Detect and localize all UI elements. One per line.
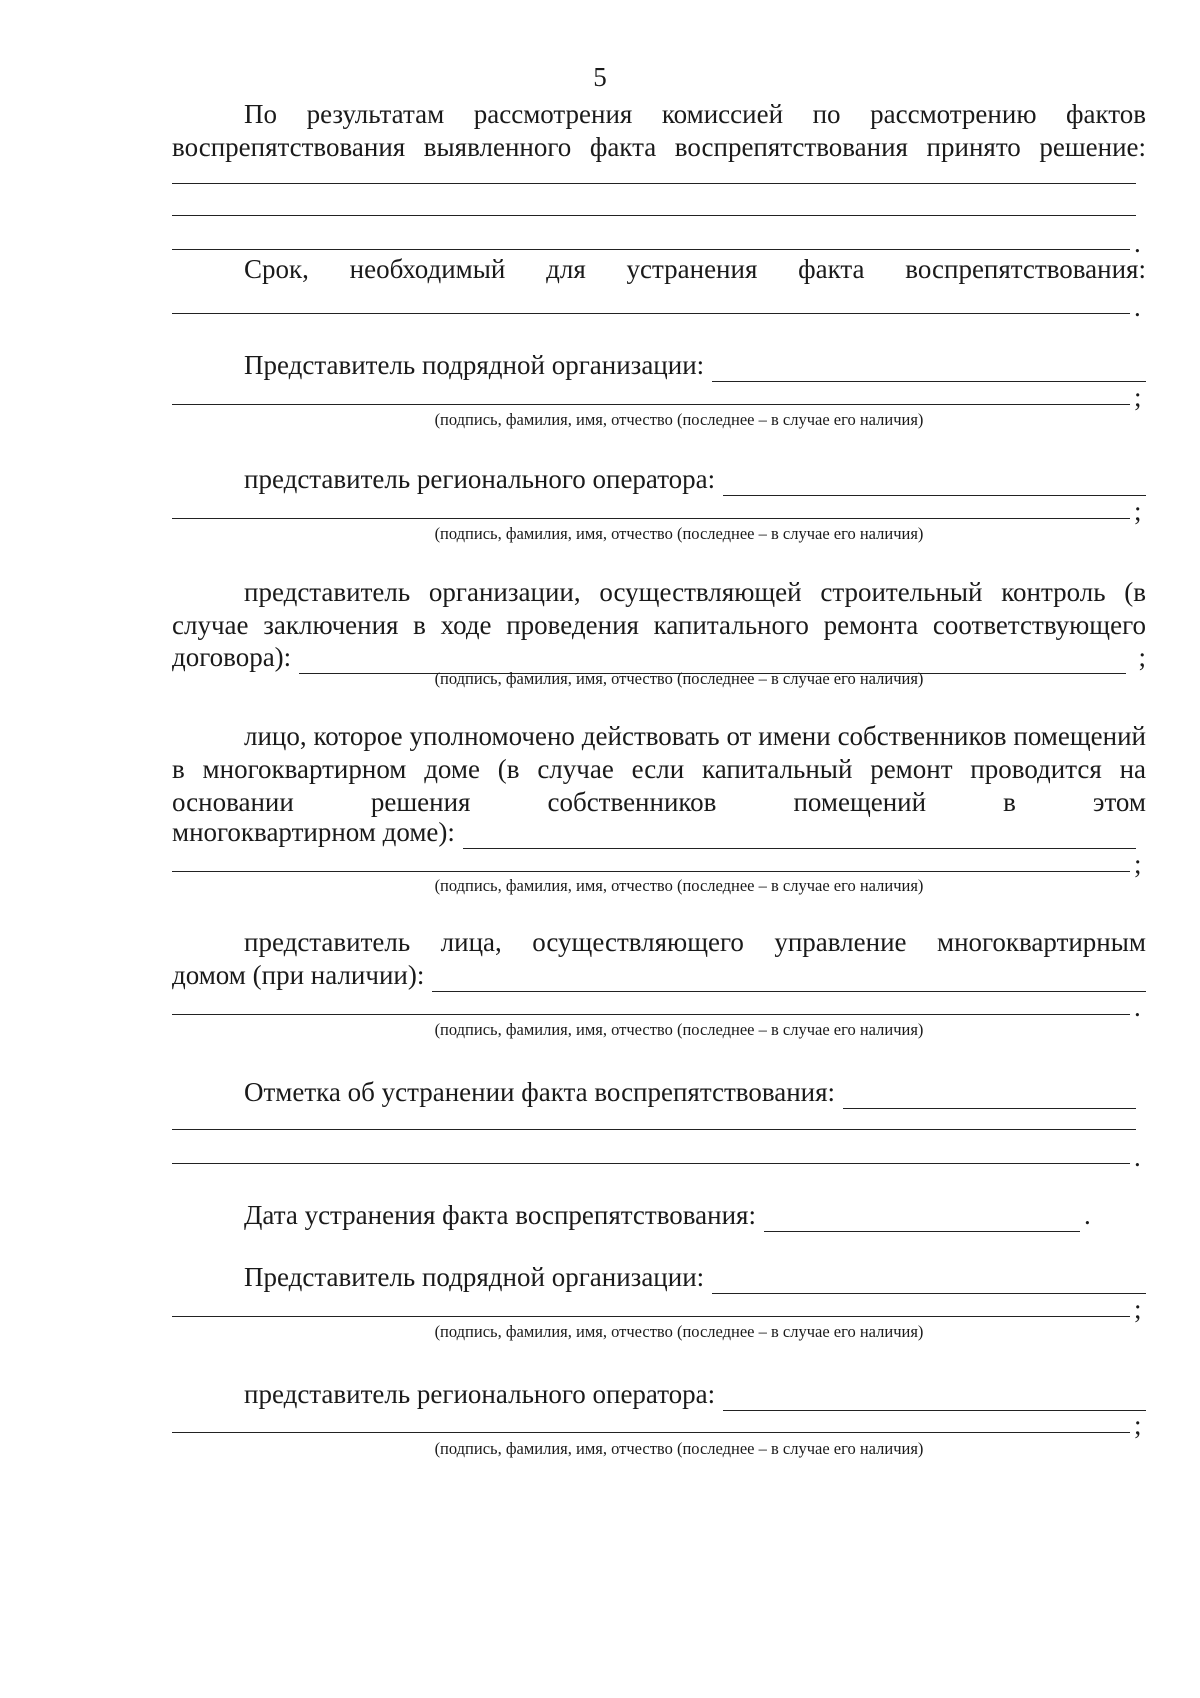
owners-person-end-mark: ; xyxy=(1134,849,1142,879)
owners-person-line[interactable] xyxy=(172,871,1130,872)
deadline-word: необходимый xyxy=(349,254,506,284)
signature-caption: (подпись, фамилия, имя, отчество (последнее – в случае его наличия) xyxy=(434,1322,924,1341)
owners-person-paragraph: лицо, которое уполномочено действовать от имени собственников помещений в многоквартирном доме (в случае если капитальный ремонт проводится на основании решения собственников помещений в этом xyxy=(172,721,1146,817)
deadline-word: для xyxy=(546,254,586,284)
decision-line-1[interactable] xyxy=(172,183,1136,184)
decision-line-2[interactable] xyxy=(172,215,1136,216)
regional-operator-1-label: представитель регионального оператора: xyxy=(244,464,716,494)
elimination-date-field[interactable] xyxy=(764,1205,1080,1232)
deadline-line[interactable] xyxy=(172,313,1130,314)
management-rep-paragraph: представитель лица, осуществляющего управление многоквартирным xyxy=(244,927,1146,957)
contractor-rep-2-label: Представитель подрядной организации: xyxy=(244,1262,705,1292)
contractor-rep-1-field[interactable] xyxy=(712,355,1146,382)
owners-person-field[interactable] xyxy=(463,822,1136,849)
page-number: 5 xyxy=(593,62,607,92)
management-rep-label: домом (при наличии): xyxy=(172,960,425,990)
elimination-mark-end-mark: . xyxy=(1134,1142,1141,1172)
contractor-rep-1-label: Представитель подрядной организации: xyxy=(244,350,705,380)
decision-end-mark: . xyxy=(1134,228,1141,258)
contractor-rep-2-line[interactable] xyxy=(172,1316,1130,1317)
signature-caption: (подпись, фамилия, имя, отчество (последнее – в случае его наличия) xyxy=(434,876,924,895)
contractor-rep-2-field[interactable] xyxy=(712,1267,1146,1294)
regional-operator-2-row xyxy=(172,1377,1146,1411)
deadline-word: факта xyxy=(798,254,865,284)
regional-operator-2-line[interactable] xyxy=(172,1432,1130,1433)
contractor-rep-2-end-mark: ; xyxy=(1134,1294,1142,1324)
elimination-mark-row xyxy=(172,1075,1146,1109)
regional-operator-2-end-mark: ; xyxy=(1134,1410,1142,1440)
regional-operator-1-row xyxy=(172,462,1146,496)
contractor-rep-1-line[interactable] xyxy=(172,404,1130,405)
elimination-date-label: Дата устранения факта воспрепятствования: xyxy=(244,1200,756,1230)
management-rep-row xyxy=(172,958,1146,992)
contractor-rep-1-row xyxy=(172,348,1146,382)
deadline-end-mark: . xyxy=(1134,292,1141,322)
management-rep-end-mark: . xyxy=(1134,992,1141,1022)
decision-line-3[interactable] xyxy=(172,249,1130,250)
deadline-word: воспрепятствования: xyxy=(905,254,1146,284)
owners-person-row xyxy=(172,815,1146,849)
elimination-date-end-mark: . xyxy=(1083,1200,1091,1230)
regional-operator-1-end-mark: ; xyxy=(1134,496,1142,526)
elimination-mark-label: Отметка об устранении факта воспрепятствования: xyxy=(244,1077,836,1107)
construction-control-paragraph: представитель организации, осуществляющей строительный контроль (в случае заключения в ходе проведения капитального ремонта соответствующего xyxy=(172,577,1146,640)
construction-control-label: договора): xyxy=(172,642,292,672)
management-rep-field[interactable] xyxy=(432,965,1146,992)
regional-operator-2-field[interactable] xyxy=(723,1384,1146,1411)
management-rep-line[interactable] xyxy=(172,1014,1130,1015)
elimination-mark-field[interactable] xyxy=(843,1082,1136,1109)
elimination-date-row xyxy=(172,1198,1146,1232)
regional-operator-2-label: представитель регионального оператора: xyxy=(244,1379,716,1409)
deadline-row xyxy=(172,252,1146,286)
signature-caption: (подпись, фамилия, имя, отчество (последнее – в случае его наличия) xyxy=(434,410,924,429)
signature-caption: (подпись, фамилия, имя, отчество (последнее – в случае его наличия) xyxy=(434,1020,924,1039)
elimination-mark-line-1[interactable] xyxy=(172,1129,1136,1130)
regional-operator-1-line[interactable] xyxy=(172,518,1130,519)
signature-caption: (подпись, фамилия, имя, отчество (последнее – в случае его наличия) xyxy=(434,1439,924,1458)
signature-caption: (подпись, фамилия, имя, отчество (последнее – в случае его наличия) xyxy=(434,669,924,688)
contractor-rep-1-end-mark: ; xyxy=(1134,382,1142,412)
construction-control-end-mark: ; xyxy=(1138,642,1146,672)
deadline-word: Срок, xyxy=(244,254,309,284)
deadline-word: устранения xyxy=(626,254,758,284)
owners-person-label: многоквартирном доме): xyxy=(172,817,455,847)
elimination-mark-line-2[interactable] xyxy=(172,1163,1130,1164)
signature-caption: (подпись, фамилия, имя, отчество (последнее – в случае его наличия) xyxy=(434,524,924,543)
regional-operator-1-field[interactable] xyxy=(723,469,1146,496)
contractor-rep-2-row xyxy=(172,1260,1146,1294)
decision-paragraph: По результатам рассмотрения комиссией по рассмотрению фактов воспрепятствования выявленного факта воспрепятствования принято решение: xyxy=(172,99,1146,162)
